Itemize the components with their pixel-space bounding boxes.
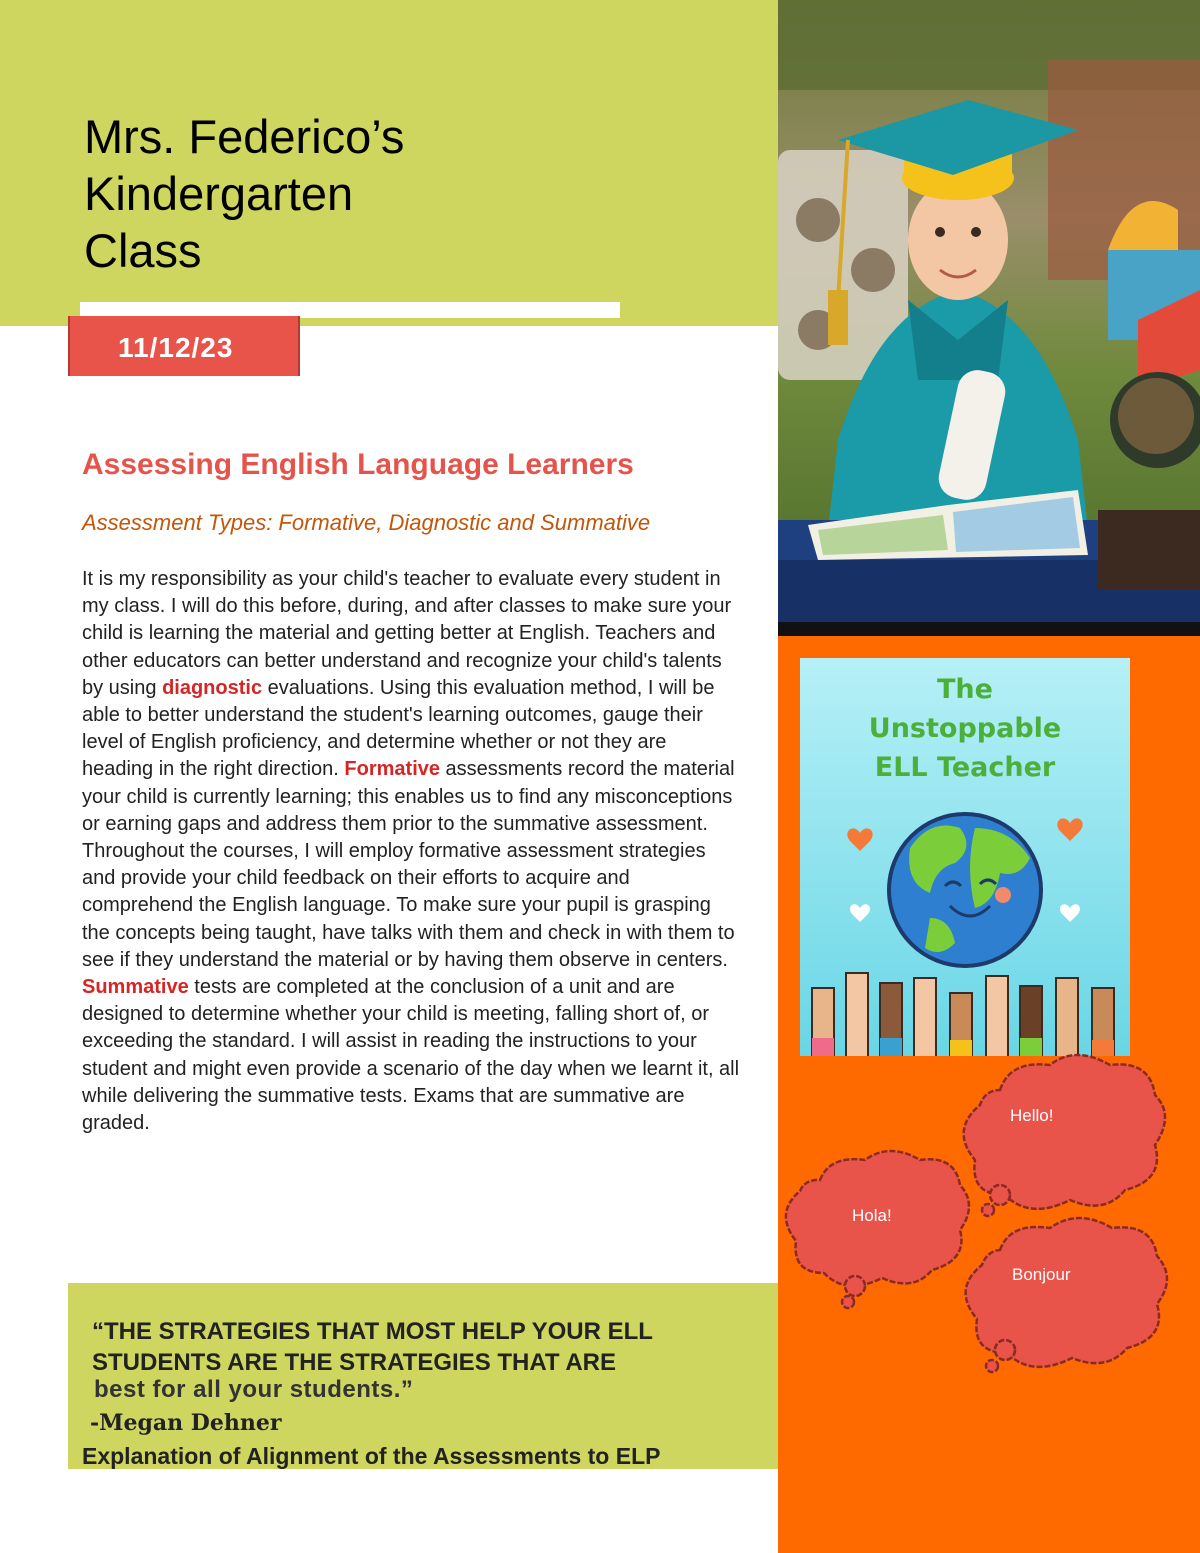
title-line-3: Class xyxy=(84,224,202,277)
title-line-1: Mrs. Federico’s xyxy=(84,110,405,163)
keyword-summative: Summative xyxy=(82,976,189,999)
keyword-formative: Formative xyxy=(344,758,440,781)
quote-author: -Megan Dehner xyxy=(90,1410,282,1436)
body-text-2: evaluations. Using this evaluation method, I will be able to better understand the student's learning outcomes, gauge their level of English proficiency, and determine whether or not they are heading in the right direction. xyxy=(82,676,715,781)
photo-border xyxy=(778,622,1200,636)
photo-illustration xyxy=(778,0,1200,622)
bubble-bonjour-text: Bonjour xyxy=(1012,1265,1071,1284)
body-text-1: It is my responsibility as your child's teacher to evaluate every student in my class. I will do this before, during, and after classes to make sure your child is learning the material and getting better at English. Teachers and other educators can better understand and recognize your child's talents by using xyxy=(82,568,732,699)
quote-text: “THE STRATEGIES THAT MOST HELP YOUR ELL STUDENTS ARE THE STRATEGIES THAT ARE xyxy=(92,1318,653,1376)
bubble-hola-text: Hola! xyxy=(852,1206,892,1225)
article-subheading: Assessment Types: Formative, Diagnostic and Summative xyxy=(82,510,651,535)
title-line-2: Kindergarten xyxy=(84,167,354,220)
bubble-hello-text: Hello! xyxy=(1010,1106,1054,1125)
poster-title-line-2: Unstoppable xyxy=(868,713,1062,744)
section-heading-alignment: Explanation of Alignment of the Assessments to ELP xyxy=(82,1443,661,1469)
speech-bubbles xyxy=(780,1050,1190,1390)
ell-teacher-poster xyxy=(800,658,1130,1056)
poster-title-line-1: The xyxy=(937,674,993,705)
body-text-4: tests are completed at the conclusion of a unit and are designed to determine whether your child is meeting, falling short of, or exceeding the standard. I will assist in reading the instructions to your student and might even provide a scenario of the day when we learnt it, all while delivering the summative tests. Exams that are summative are graded. xyxy=(82,976,740,1135)
quote-text-ending: best for all your students.” xyxy=(94,1376,414,1403)
page-title xyxy=(84,108,724,279)
child-graduate-photo xyxy=(778,0,1200,622)
date-label: 11/12/23 xyxy=(118,332,234,363)
article-body xyxy=(82,566,742,1137)
poster-title-line-3: ELL Teacher xyxy=(874,752,1056,783)
article-heading: Assessing English Language Learners xyxy=(82,448,634,481)
earth-hands-illustration xyxy=(800,658,1130,1056)
body-text-3: assessments record the material your child is currently learning; this enables us to find any misconceptions or earning gaps and address them prior to the summative assessment. Throughout the courses, I will employ formative assessment strategies and provide your child feedback on their efforts to acquire and comprehend the English language. To make sure your pupil is grasping the concepts being taught, have talks with them and check in with them to see if they understand the material or by having them observe in centers. xyxy=(82,758,735,971)
keyword-diagnostic: diagnostic xyxy=(162,676,263,699)
